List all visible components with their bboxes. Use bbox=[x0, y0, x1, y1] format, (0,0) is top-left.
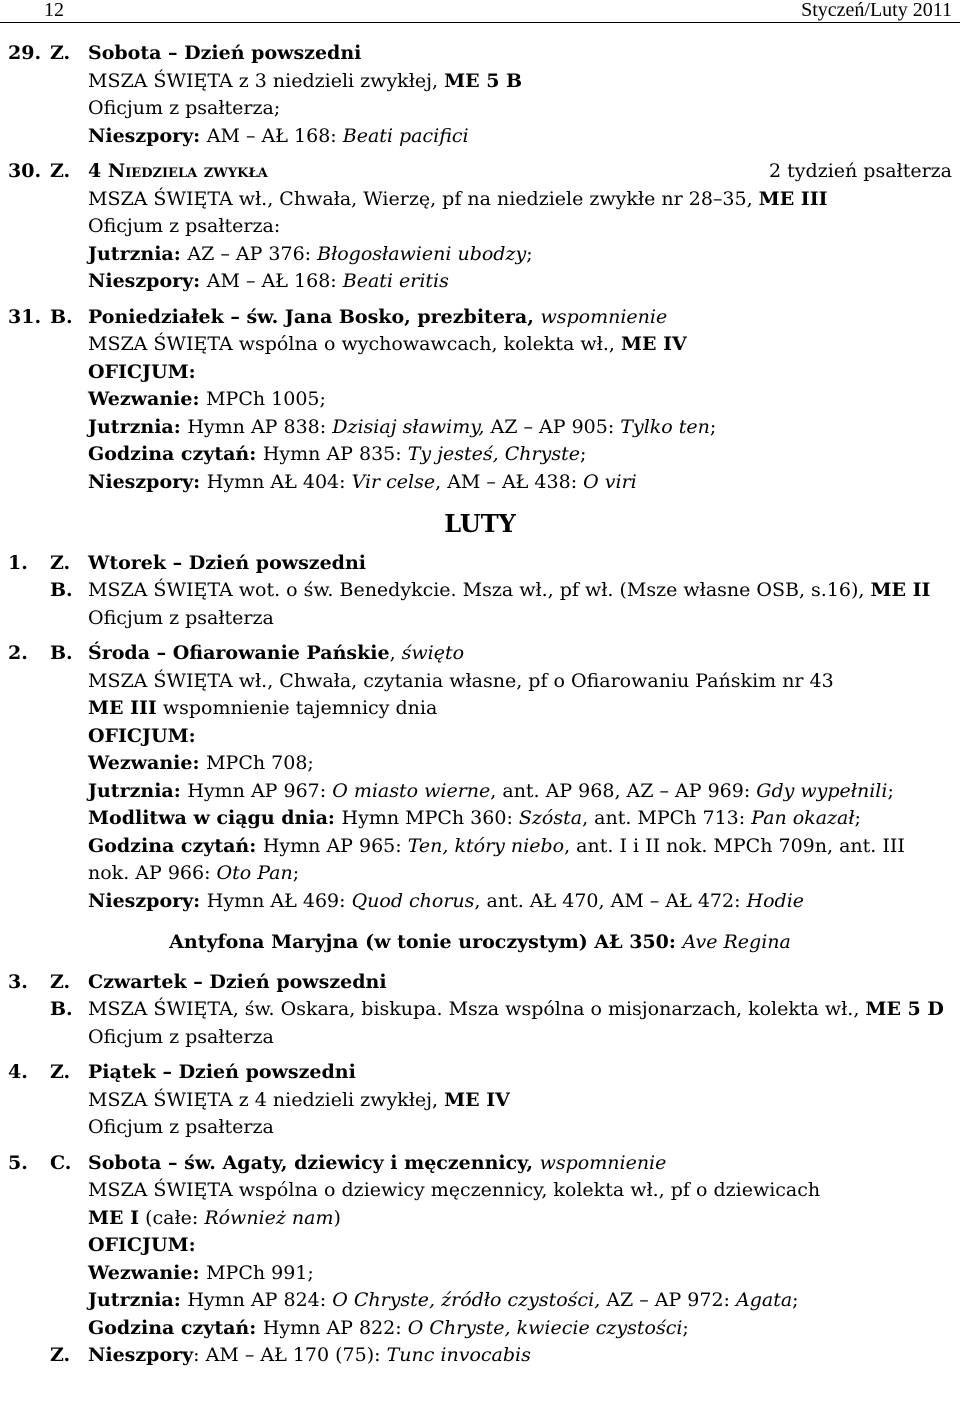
day-entry bbox=[8, 969, 952, 1052]
text-run: Jutrznia: bbox=[88, 242, 188, 265]
entry-line bbox=[8, 1024, 952, 1052]
text-run: Poniedziałek – św. Jana Bosko, prezbitera, bbox=[88, 305, 541, 328]
text-run: Hodie bbox=[746, 889, 805, 912]
text-run: Wezwanie: bbox=[88, 752, 207, 774]
entry-line bbox=[8, 1342, 952, 1370]
entry-line bbox=[8, 95, 952, 123]
text-run: Hymn AP 838: bbox=[187, 415, 333, 438]
entry-line bbox=[8, 158, 952, 186]
text-run: ; bbox=[292, 862, 300, 884]
text-run: Godzina czytań: bbox=[88, 443, 263, 465]
text-run: , ant. MPCh 713: bbox=[582, 807, 752, 829]
entry-line bbox=[8, 1260, 952, 1288]
day-entry bbox=[8, 1059, 952, 1142]
entry-line bbox=[8, 40, 952, 68]
entry-line bbox=[8, 268, 952, 296]
entry-line bbox=[8, 577, 952, 605]
text-run: O Chryste, kwiecie czystości bbox=[407, 1316, 683, 1339]
text-run: Oficjum z psałterza bbox=[88, 1025, 274, 1048]
text-run: ME IV bbox=[620, 333, 687, 355]
issue-date: Styczeń/Luty 2011 bbox=[801, 0, 952, 21]
text-run: Vir celse bbox=[351, 470, 436, 493]
text-run: Hymn AŁ 404: bbox=[206, 470, 352, 493]
text-run: Nieszpory bbox=[88, 1344, 194, 1366]
liturgical-color: B. bbox=[50, 579, 73, 601]
entry-line bbox=[8, 123, 952, 151]
text-run: Agata bbox=[735, 1289, 793, 1311]
liturgical-color: Z. bbox=[50, 970, 71, 993]
day-entry bbox=[8, 304, 952, 497]
text-run: , ant. I i II nok. MPCh 709n, ant. III bbox=[564, 834, 905, 857]
text-run: Beati pacifici bbox=[342, 124, 469, 147]
text-run: MSZA ŚWIĘTA wł., Chwała, czytania własne, pf o Ofiarowaniu Pańskim nr 43 bbox=[88, 669, 834, 692]
psalter-week: 2 tydzień psałterza bbox=[769, 160, 952, 182]
text-run: MSZA ŚWIĘTA z 3 niedzieli zwykłej, bbox=[88, 69, 445, 92]
text-run: Godzina czytań: bbox=[88, 1316, 263, 1339]
liturgical-color: Z. bbox=[50, 551, 71, 574]
day-number: 4. bbox=[8, 1061, 28, 1083]
entry-line bbox=[8, 723, 952, 751]
text-run: Piątek – Dzień powszedni bbox=[88, 1061, 356, 1083]
text-run: MSZA ŚWIĘTA wł., Chwała, Wierzę, pf na niedziele zwykłe nr 28–35, bbox=[88, 187, 759, 210]
entry-line bbox=[8, 750, 952, 778]
entry-line bbox=[8, 469, 952, 497]
text-run: ME 5 B bbox=[444, 69, 523, 92]
text-run: AM – AŁ 168: bbox=[206, 124, 343, 147]
text-run: Tunc invocabis bbox=[386, 1344, 531, 1366]
text-run: wspomnienie bbox=[539, 1151, 667, 1174]
entry-line bbox=[8, 778, 952, 806]
text-run: święto bbox=[401, 642, 465, 664]
entry-line bbox=[8, 605, 952, 633]
text-run: Nieszpory: bbox=[88, 470, 207, 493]
entry-line bbox=[8, 1087, 952, 1115]
day-number: 30. bbox=[8, 160, 42, 182]
entry-line bbox=[8, 1205, 952, 1233]
text-run: O Chryste, źródło czystości, bbox=[332, 1289, 601, 1311]
text-run: MSZA ŚWIĘTA z 4 niedzieli zwykłej, bbox=[88, 1088, 445, 1111]
text-run: Wezwanie: bbox=[88, 1261, 207, 1284]
text-run: Oficjum z psałterza bbox=[88, 1116, 274, 1138]
text-run: Hymn AP 967: bbox=[187, 779, 333, 802]
text-run: ME IV bbox=[444, 1088, 510, 1111]
text-run: Oficjum z psałterza bbox=[88, 606, 274, 629]
text-run: Pan okazał bbox=[751, 807, 855, 829]
text-run: O viri bbox=[583, 470, 637, 493]
text-run: ME II bbox=[870, 579, 931, 601]
entry-line bbox=[8, 304, 952, 332]
text-run: Dzisiaj sławimy, bbox=[332, 415, 485, 438]
text-run: : AM – AŁ 170 (75): bbox=[193, 1344, 387, 1366]
text-run: ME III bbox=[88, 697, 157, 719]
text-run: Również nam bbox=[204, 1206, 334, 1229]
liturgical-color: B. bbox=[50, 642, 73, 664]
marian-antiphon bbox=[8, 929, 952, 957]
entry-line bbox=[8, 1114, 952, 1142]
entry-line bbox=[8, 695, 952, 723]
text-run: Nieszpory: bbox=[88, 270, 207, 292]
entry-line bbox=[8, 640, 952, 668]
entry-line bbox=[8, 550, 952, 578]
text-run: Środa – Ofiarowanie Pańskie bbox=[88, 642, 390, 664]
day-number: 31. bbox=[8, 305, 42, 328]
text-run: MPCh 1005; bbox=[206, 388, 326, 410]
text-run: Antyfona Maryjna (w tonie uroczystym) AŁ 350: bbox=[169, 931, 683, 953]
text-run: MSZA ŚWIĘTA wspólna o wychowawcach, kolekta wł., bbox=[88, 333, 621, 355]
text-run: (całe: bbox=[139, 1206, 205, 1229]
text-run: nok. AP 966: bbox=[88, 862, 217, 884]
text-run: MPCh 708; bbox=[206, 752, 314, 774]
entry-line bbox=[8, 1059, 952, 1087]
entry-line bbox=[8, 1177, 952, 1205]
liturgical-color: Z. bbox=[50, 1061, 71, 1083]
text-run: Hymn MPCh 360: bbox=[341, 807, 519, 829]
text-run: Sobota – św. Agaty, dziewicy i męczennicy, bbox=[88, 1151, 540, 1174]
text-run: , ant. AP 968, AZ – AP 969: bbox=[490, 779, 757, 802]
text-run: ; bbox=[709, 415, 717, 438]
text-run: , AM – AŁ 438: bbox=[435, 470, 584, 493]
text-run: Ave Regina bbox=[682, 931, 791, 953]
day-entry bbox=[8, 550, 952, 633]
text-run: Oficjum z psałterza; bbox=[88, 97, 281, 119]
liturgical-color: Z. bbox=[50, 1344, 71, 1366]
text-run: wspomnienie tajemnicy dnia bbox=[156, 697, 438, 719]
entry-line bbox=[8, 668, 952, 696]
text-run: MPCh 991; bbox=[206, 1261, 314, 1284]
entry-line bbox=[8, 860, 952, 888]
text-run: ; bbox=[854, 807, 861, 829]
liturgical-color: C. bbox=[50, 1151, 72, 1174]
text-run: Hymn AP 965: bbox=[262, 834, 408, 857]
text-run: Wtorek – Dzień powszedni bbox=[88, 551, 366, 574]
text-run: ME III bbox=[758, 187, 828, 210]
text-run: Gdy wypełnili bbox=[756, 779, 888, 802]
day-entry bbox=[8, 1150, 952, 1370]
text-run: Modlitwa w ciągu dnia: bbox=[88, 807, 342, 829]
text-run: Szósta bbox=[518, 807, 583, 829]
text-run: AM – AŁ 168: bbox=[206, 270, 343, 292]
day-entry bbox=[8, 158, 952, 296]
entry-line bbox=[8, 359, 952, 387]
text-run: Błogosławieni ubodzy bbox=[317, 242, 527, 265]
day-number: 2. bbox=[8, 642, 28, 664]
text-run: ; bbox=[792, 1289, 799, 1311]
day-entry bbox=[8, 640, 952, 915]
text-run: Jutrznia: bbox=[88, 1289, 188, 1311]
entry-line bbox=[8, 414, 952, 442]
text-run: Hymn AP 822: bbox=[262, 1316, 408, 1339]
text-run: ME 5 D bbox=[865, 998, 944, 1020]
text-run: Wezwanie: bbox=[88, 388, 207, 410]
entry-line bbox=[8, 833, 952, 861]
entry-line bbox=[8, 241, 952, 269]
liturgical-color: Z. bbox=[50, 42, 71, 64]
entry-line bbox=[8, 441, 952, 469]
liturgical-color: B. bbox=[50, 998, 73, 1020]
day-number: 29. bbox=[8, 42, 42, 64]
text-run: Hymn AŁ 469: bbox=[206, 889, 352, 912]
entry-line bbox=[8, 213, 952, 241]
day-entry bbox=[8, 40, 952, 150]
entry-line bbox=[8, 996, 952, 1024]
text-run: Oto Pan bbox=[216, 862, 293, 884]
text-run: MSZA ŚWIĘTA, św. Oskara, biskupa. Msza wspólna o misjonarzach, kolekta wł., bbox=[88, 998, 866, 1020]
text-run: wspomnienie bbox=[540, 305, 668, 328]
entry-line bbox=[8, 1150, 952, 1178]
text-run: AZ – AP 905: bbox=[484, 415, 621, 438]
text-run: Ten, który niebo bbox=[407, 834, 565, 857]
text-run: Jutrznia: bbox=[88, 415, 188, 438]
text-run: Beati eritis bbox=[342, 270, 449, 292]
text-run: OFICJUM: bbox=[88, 724, 196, 747]
text-run: AZ – AP 972: bbox=[600, 1289, 736, 1311]
page-number: 12 bbox=[44, 0, 64, 21]
entry-line bbox=[8, 969, 952, 997]
text-run: Czwartek – Dzień powszedni bbox=[88, 970, 387, 993]
text-run: ME I bbox=[88, 1206, 140, 1229]
entry-line bbox=[8, 888, 952, 916]
text-run: Nieszpory: bbox=[88, 124, 207, 147]
text-run: Tylko ten bbox=[620, 415, 710, 438]
entry-line bbox=[8, 68, 952, 96]
text-run: ; bbox=[579, 443, 587, 465]
text-run: MSZA ŚWIĘTA wspólna o dziewicy męczennicy, kolekta wł., pf o dziewicach bbox=[88, 1179, 821, 1201]
text-run: Oficjum z psałterza: bbox=[88, 215, 281, 237]
day-number: 5. bbox=[8, 1151, 28, 1174]
text-run: Ty jesteś, Chryste bbox=[407, 443, 580, 465]
text-run: AZ – AP 376: bbox=[187, 242, 318, 265]
text-run: Quod chorus bbox=[351, 889, 475, 912]
entry-line bbox=[8, 1232, 952, 1260]
text-run: ; bbox=[887, 779, 894, 802]
text-run: 4 Niedziela zwykła bbox=[88, 160, 268, 182]
liturgical-color: Z. bbox=[50, 160, 71, 182]
entry-line bbox=[8, 186, 952, 214]
text-run: , ant. AŁ 470, AM – AŁ 472: bbox=[474, 889, 747, 912]
entry-line bbox=[8, 386, 952, 414]
entry-line bbox=[8, 1315, 952, 1343]
text-run: Sobota – Dzień powszedni bbox=[88, 42, 362, 64]
text-run: OFICJUM: bbox=[88, 1234, 196, 1256]
liturgical-color: B. bbox=[50, 305, 73, 328]
day-number: 3. bbox=[8, 970, 28, 993]
text-run: Hymn AP 835: bbox=[262, 443, 408, 465]
day-number: 1. bbox=[8, 551, 28, 574]
page-header bbox=[0, 0, 960, 23]
text-run: , bbox=[389, 642, 402, 664]
calendar-page bbox=[8, 40, 952, 1378]
entry-line bbox=[8, 331, 952, 359]
text-run: ; bbox=[526, 242, 533, 265]
text-run: Hymn AP 824: bbox=[187, 1289, 333, 1311]
entry-line bbox=[8, 805, 952, 833]
month-heading: LUTY bbox=[444, 509, 516, 538]
text-run: Jutrznia: bbox=[88, 779, 188, 802]
text-run: Nieszpory: bbox=[88, 889, 207, 912]
text-run: MSZA ŚWIĘTA wot. o św. Benedykcie. Msza wł., pf wł. (Msze własne OSB, s.16), bbox=[88, 579, 871, 601]
entry-line bbox=[8, 1287, 952, 1315]
text-run: ; bbox=[682, 1316, 689, 1339]
text-run: O miasto wierne bbox=[332, 779, 491, 802]
text-run: OFICJUM: bbox=[88, 360, 196, 383]
text-run: ) bbox=[333, 1206, 341, 1229]
text-run: Godzina czytań: bbox=[88, 834, 263, 857]
